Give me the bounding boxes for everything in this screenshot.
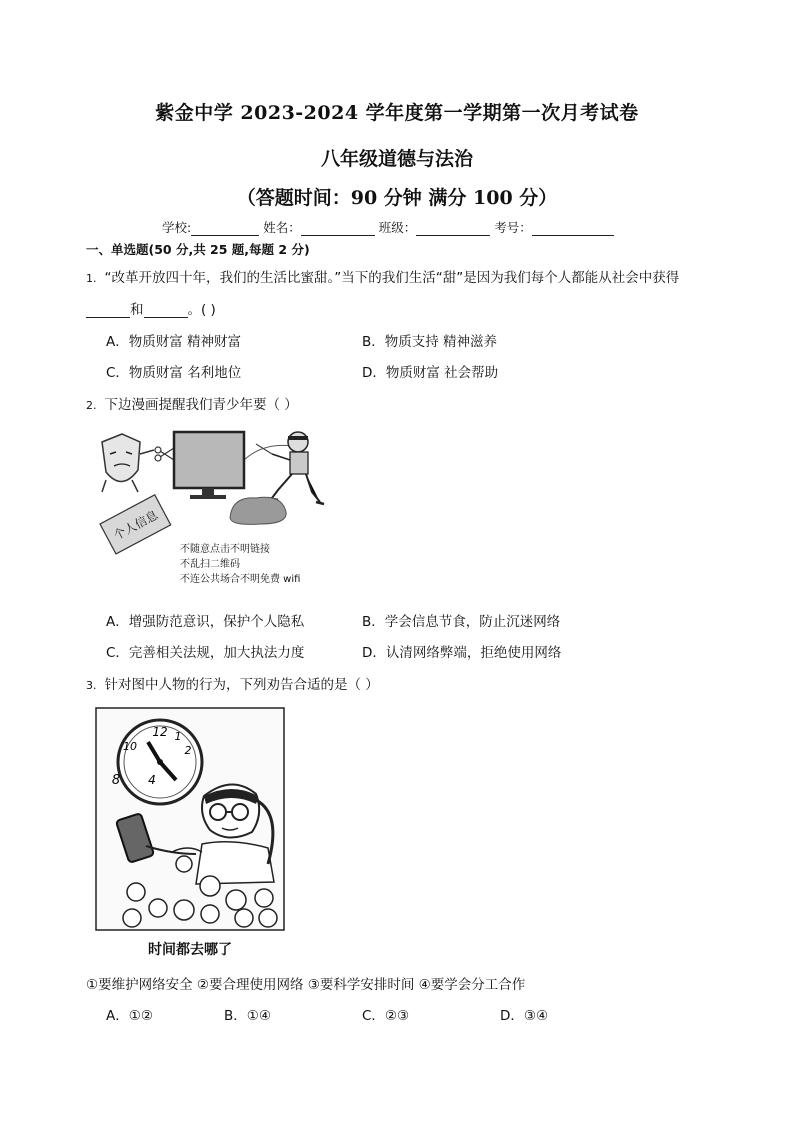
school-blank[interactable]: [191, 222, 259, 236]
option-c[interactable]: C．②③: [362, 1008, 410, 1024]
caption-line-3: 不连公共场合不明免费 wifi: [180, 574, 301, 585]
personal-info-text: 个人信息: [111, 507, 161, 543]
shield-character-icon: [102, 434, 154, 492]
question-1-and: 和: [130, 302, 144, 318]
option-a[interactable]: A．①②: [106, 1008, 153, 1024]
clock-number: 12: [152, 725, 168, 739]
question-1-number: 1.: [86, 272, 97, 285]
clock-number: 10: [123, 740, 137, 753]
exam-no-label: 考号：: [494, 220, 532, 235]
clock-number: 8: [111, 773, 121, 788]
student-info-line: [162, 218, 614, 236]
option-a[interactable]: A．增强防范意识，保护个人隐私: [106, 614, 305, 630]
clock-number: 2: [184, 744, 192, 757]
answer-blank[interactable]: [86, 304, 130, 318]
clock-number: 4: [148, 773, 156, 787]
question-3-stem: [86, 673, 379, 693]
question-1-text: “改革开放四十年，我们的生活比蜜甜。”当下的我们生活“甜”是因为我们每个人都能从社会中获得: [104, 270, 680, 286]
cartoon-phone-addiction-figure: [92, 704, 292, 960]
question-1-stem: [86, 266, 679, 286]
computer-monitor-icon: [174, 432, 244, 499]
cartoon-caption: 时间都去哪了: [148, 942, 232, 958]
exam-time-score: （答题时间：90 分钟 满分 100 分）: [236, 187, 558, 209]
question-1-paren: 。( ): [187, 302, 216, 318]
question-3-number: 3.: [86, 679, 97, 692]
cartoon-phishing-figure: [92, 420, 336, 590]
question-2-text: 下边漫画提醒我们青少年要（ ）: [104, 397, 298, 413]
question-3-text: 针对图中人物的行为，下列劝告合适的是（ ）: [104, 677, 379, 693]
option-c[interactable]: C．完善相关法规，加大执法力度: [106, 645, 305, 661]
caption-line-2: 不乱扫二维码: [180, 559, 240, 570]
subject-title: 八年级道德与法治: [320, 148, 473, 170]
option-c[interactable]: C．物质财富 名利地位: [106, 365, 242, 381]
rock-icon: [230, 497, 286, 524]
school-label: 学校:: [162, 220, 192, 235]
class-label: 班级：: [378, 220, 417, 235]
question-2-number: 2.: [86, 399, 97, 412]
question-2-stem: [86, 393, 298, 413]
caption-line-1: 不随意点击不明链接: [180, 544, 270, 555]
hacker-fisherman-icon: [256, 432, 324, 504]
name-label: 姓名：: [263, 220, 301, 235]
option-a[interactable]: A．物质财富 精神财富: [106, 334, 242, 350]
name-blank[interactable]: [301, 222, 375, 236]
clock-number: 1: [174, 730, 182, 743]
option-b[interactable]: B．学会信息节食，防止沉迷网络: [362, 614, 561, 630]
exam-title: 紫金中学 2023-2024 学年度第一学期第一次月考试卷: [155, 102, 639, 124]
section-heading: 一、单选题(50 分,共 25 题,每题 2 分): [86, 242, 310, 257]
scissors-icon: [155, 447, 174, 461]
personal-info-tag: [100, 495, 171, 554]
option-d[interactable]: D．物质财富 社会帮助: [362, 365, 499, 381]
option-d[interactable]: D．认清网络弊端，拒绝使用网络: [362, 645, 562, 661]
option-d[interactable]: D．③④: [500, 1008, 549, 1024]
exam-no-blank[interactable]: [532, 222, 614, 236]
option-b[interactable]: B．物质支持 精神滋养: [362, 334, 498, 350]
class-blank[interactable]: [416, 222, 490, 236]
answer-blank[interactable]: [144, 304, 188, 318]
question-3-statements: ①要维护网络安全 ②要合理使用网络 ③要科学安排时间 ④要学会分工合作: [86, 977, 526, 993]
question-1-line2: [86, 298, 216, 318]
option-b[interactable]: B．①④: [224, 1008, 271, 1024]
